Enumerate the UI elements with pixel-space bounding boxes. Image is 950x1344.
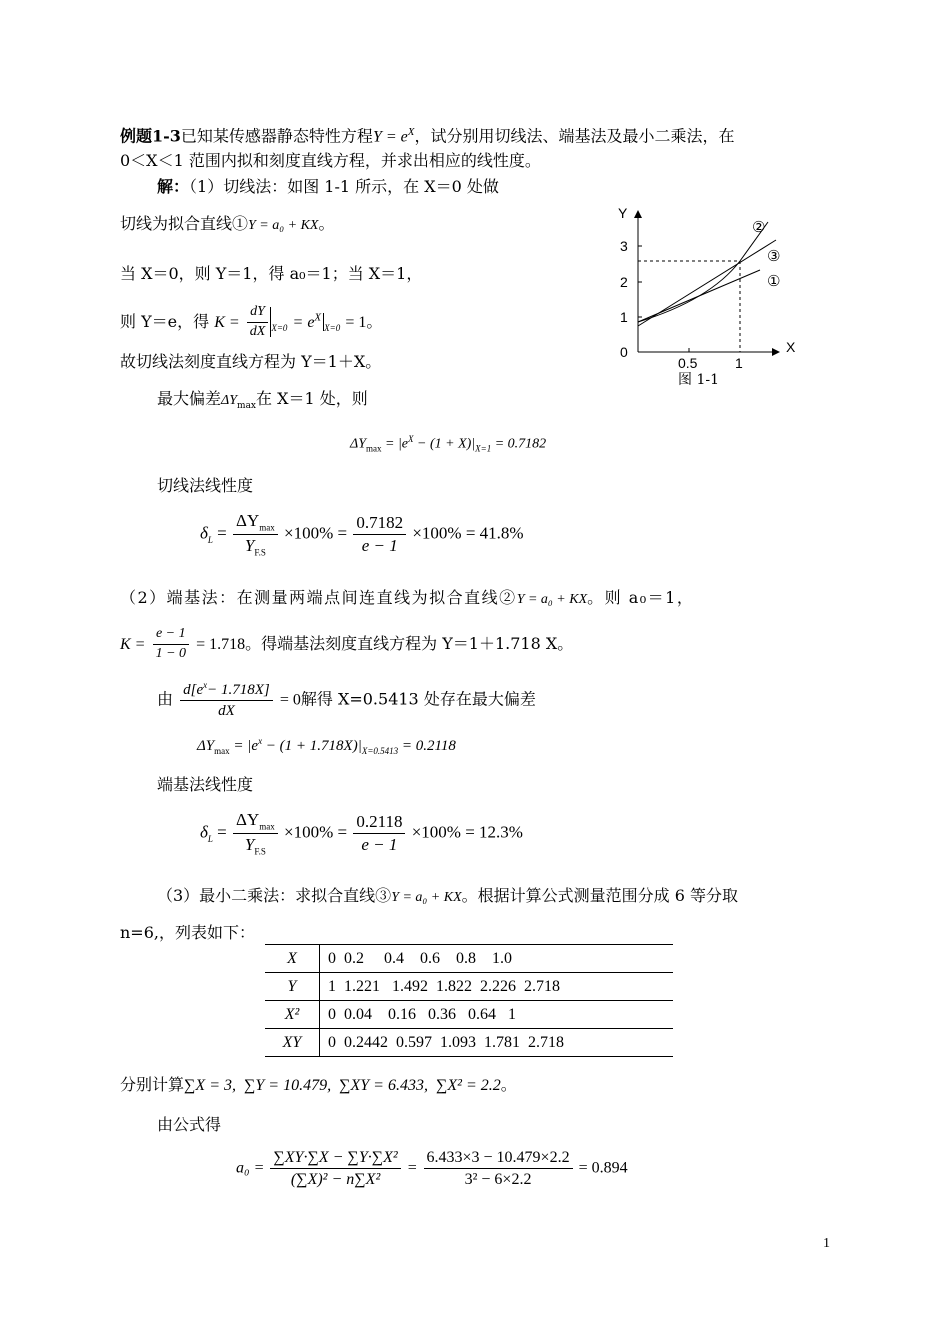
table-header-cell: X <box>265 945 320 973</box>
y-tick-label: 1 <box>620 309 628 325</box>
x-axis-label: X <box>786 339 796 355</box>
table-row <box>265 945 673 973</box>
table-header-cell: Y <box>265 973 320 1001</box>
part1-line-1: 切线为拟合直线①Y = a₀ + KX。 <box>120 214 335 233</box>
table-cell: 0 0.2 0.4 0.6 0.8 1.0 <box>320 945 674 973</box>
part2-line-1: （2）端基法：在测量两端点间连直线为拟合直线②Y = a₀ + KX。则 a₀＝1， <box>120 588 695 607</box>
figure-1-1 <box>600 200 810 400</box>
table-header-cell: XY <box>265 1029 320 1057</box>
y-axis-label: Y <box>618 205 628 221</box>
x-tick-label: 0.5 <box>678 355 698 371</box>
part1-max-deviation-eq: $\Delta Y_{max} = |e^X - (1 + X)|_{X=1} = 0.7182$ <box>350 434 547 454</box>
table-cell: 1 1.221 1.492 1.822 2.226 2.718 <box>320 973 674 1001</box>
part1-line-5: 最大偏差$\Delta Y_{max}$在 X＝1 处，则 <box>157 389 368 412</box>
part3-a0-formula: a₀ = $\frac{\text{∑XY·∑X − ∑Y·∑X²}}{\text{(∑X)² − n∑X²}}$ = $\frac{6.433\times 3 - 10.479\times 2.2}{\text{3² − 6×2.2}}$ = 0.894 <box>236 1149 628 1189</box>
example-label: 例题1-3 <box>120 126 181 146</box>
line-label-1: ① <box>767 272 781 290</box>
y-axis-arrow <box>634 210 642 218</box>
part3-sums-line: 分别计算∑X = 3, ∑Y = 10.479, ∑XY = 6.433, ∑X² = 2.2。 <box>120 1075 517 1094</box>
part1-line-4: 故切线法刻度直线方程为 Y＝1＋X。 <box>120 352 382 371</box>
part2-linearity-label: 端基法线性度 <box>157 775 254 794</box>
x-axis-arrow <box>772 348 780 356</box>
page-number: 1 <box>823 1236 830 1251</box>
part1-linearity-eq: $\delta_L$ = $\frac{\Delta Y_{max}}{Y_{F.S}}$ ×100% = $\frac{0.7182}{e - 1}$ ×100% = 41.8% <box>200 511 524 558</box>
table-row <box>265 973 673 1001</box>
part1-linearity-label: 切线法线性度 <box>157 476 254 495</box>
part1-line-3: 则 Y＝e，得 K = $\frac{dY}{dX}$ $_{X=0} = e^X_{X=0} = 1$。 <box>120 304 383 339</box>
x-tick-label: 1 <box>735 355 743 371</box>
part3-formula-label: 由公式得 <box>157 1115 222 1134</box>
table-row <box>265 1001 673 1029</box>
least-squares-line-3 <box>638 240 776 326</box>
part2-line-2: K = $\frac{e - 1}{1 - 0}$ = 1.718。得端基法刻度直线方程为 Y＝1＋1.718 X。 <box>120 626 574 661</box>
part1-heading: 解：（1）切线法：如图 1-1 所示，在 X＝0 处做 <box>157 177 499 196</box>
y-tick-label: 2 <box>620 274 628 290</box>
part2-linearity-eq: $\delta_L$ = $\frac{\Delta Y_{max}}{Y_{F.S}}$ ×100% = $\frac{0.2118}{e - 1}$ ×100% = 12.3% <box>200 810 523 857</box>
figure-caption: 图 1-1 <box>678 372 719 388</box>
table-cell: 0 0.2442 0.597 1.093 1.781 2.718 <box>320 1029 674 1057</box>
part3-line-2: n=6,，列表如下： <box>120 923 255 942</box>
data-table <box>265 944 673 1057</box>
y-tick-label: 0 <box>620 344 628 360</box>
part2-max-deviation-eq: $\Delta Y_{max} = |e^x - (1 + 1.718X)|_{X=0.5413} = 0.2118$ <box>197 736 456 756</box>
part2-line-3: 由 $\frac{d[e^x- 1.718X]}{dX}$ = 0解得 X=0.5413 处存在最大偏差 <box>157 680 536 719</box>
curve-2 <box>638 222 768 322</box>
line-label-3: ③ <box>767 247 781 265</box>
table-row <box>265 1029 673 1057</box>
part3-line-1: （3）最小二乘法：求拟合直线③Y = a₀ + KX。根据计算公式测量范围分成 6 等分取 <box>157 886 738 905</box>
example-line-1: 例题1-3已知某传感器静态特性方程$Y = e^X$，试分别用切线法、端基法及最小二乘法，在 <box>120 126 735 146</box>
y-tick-label: 3 <box>620 238 628 254</box>
line-label-2: ② <box>752 218 766 236</box>
table-cell: 0 0.04 0.16 0.36 0.64 1 <box>320 1001 674 1029</box>
example-line-2: 0＜X＜1 范围内拟和刻度直线方程，并求出相应的线性度。 <box>120 151 541 170</box>
part1-line-2: 当 X＝0，则 Y＝1，得 a₀＝1；当 X＝1， <box>120 264 423 283</box>
table-header-cell: X² <box>265 1001 320 1029</box>
